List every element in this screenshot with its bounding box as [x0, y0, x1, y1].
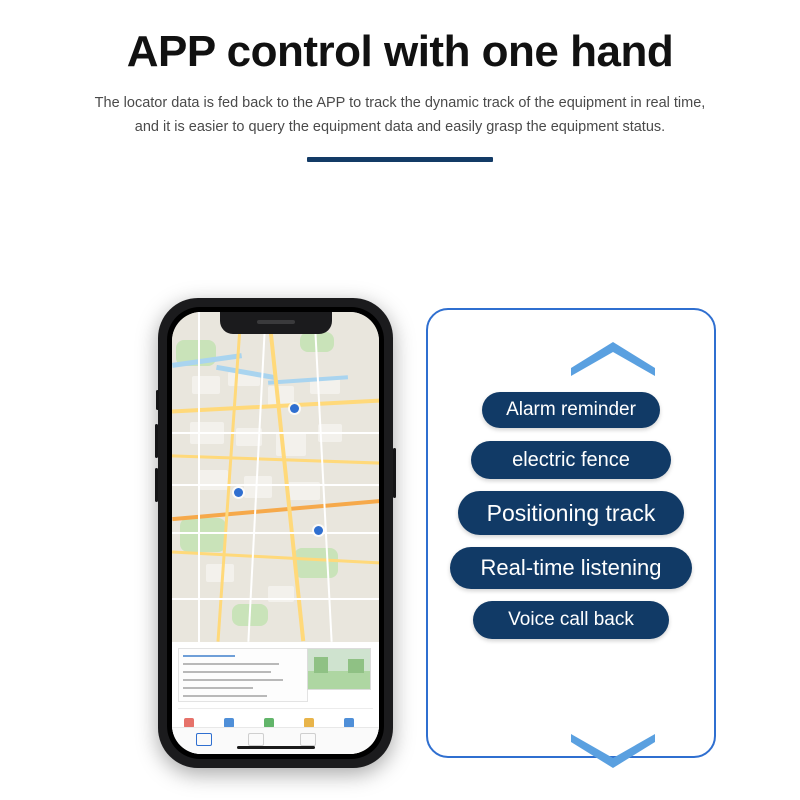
feature-label: electric fence — [512, 448, 630, 471]
tab-device[interactable] — [248, 733, 264, 746]
home-indicator — [237, 746, 315, 749]
feature-label: Alarm reminder — [506, 399, 636, 420]
map-marker[interactable] — [314, 526, 323, 535]
tab-map[interactable] — [196, 733, 212, 746]
phone-earpiece — [257, 320, 295, 324]
phone-volume-down-button — [155, 468, 158, 502]
phone-screen — [172, 312, 379, 754]
feature-voice-call-back[interactable] — [473, 601, 669, 639]
app-info-panel — [172, 642, 379, 754]
feature-panel — [426, 308, 716, 758]
feature-alarm-reminder[interactable] — [482, 392, 660, 428]
feature-label: Voice call back — [508, 609, 634, 630]
map-marker[interactable] — [234, 488, 243, 497]
tab-settings[interactable] — [300, 733, 316, 746]
phone-mockup — [158, 298, 393, 768]
feature-label: Positioning track — [486, 499, 656, 526]
phone-mute-switch — [156, 390, 159, 410]
app-tab-bar[interactable] — [172, 727, 379, 754]
phone-notch — [220, 312, 332, 334]
feature-positioning-track[interactable] — [458, 491, 684, 535]
map-marker[interactable] — [290, 404, 299, 413]
feature-real-time-listening[interactable] — [450, 547, 692, 589]
page-title: APP control with one hand — [126, 27, 674, 76]
title-divider — [307, 157, 493, 162]
page-subtitle: The locator data is fed back to the APP to track the dynamic track of the equipment in real time, and it is easier to query the equipment data and easily grasp the equipment status. — [94, 95, 706, 135]
device-info-card[interactable] — [178, 648, 308, 702]
map-view[interactable] — [172, 312, 379, 642]
phone-bezel — [167, 307, 384, 759]
content-stage — [0, 250, 800, 800]
page-header — [0, 0, 800, 162]
feature-label: Real-time listening — [480, 555, 662, 580]
phone-volume-up-button — [155, 424, 158, 458]
feature-electric-fence[interactable] — [471, 441, 671, 479]
street-view-thumbnail[interactable] — [307, 648, 371, 690]
phone-power-button — [393, 448, 396, 498]
